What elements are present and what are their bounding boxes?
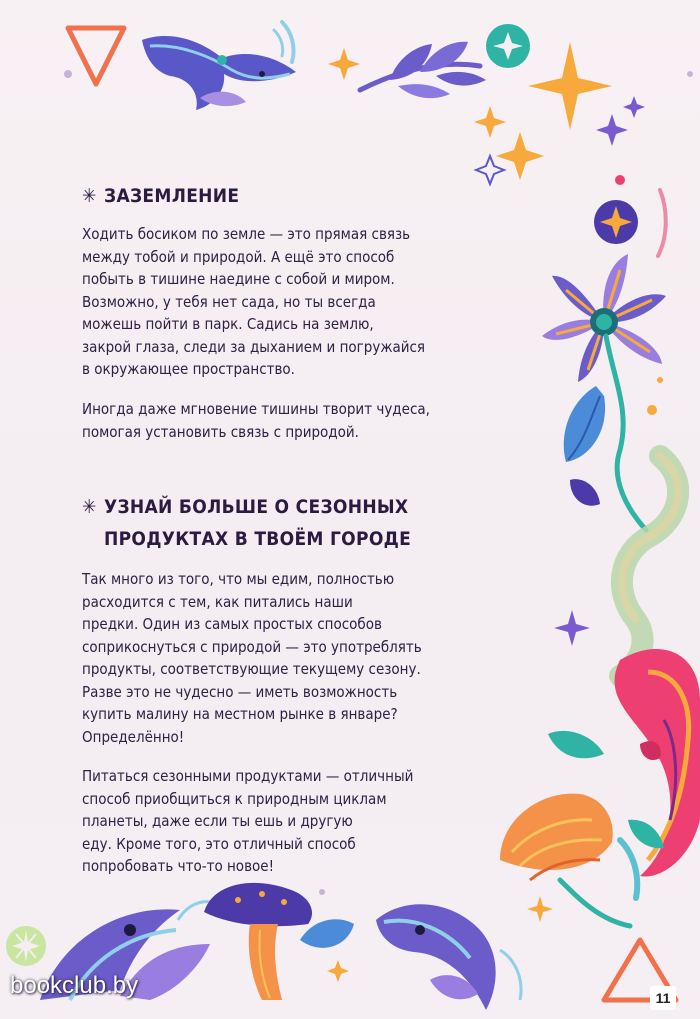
small-star-icon xyxy=(554,610,590,646)
small-star-icon xyxy=(328,48,360,80)
green-ribbon xyxy=(620,456,678,676)
mushroom-illustration xyxy=(204,883,312,1000)
wave-leaf-cluster-bottom-right xyxy=(376,904,521,1010)
triangle-outline-top-left-icon xyxy=(68,28,124,84)
orange-dot xyxy=(657,377,663,383)
star-burst-icon xyxy=(6,926,46,966)
watermark-text: bookclub.by xyxy=(10,972,139,999)
paragraph: Питаться сезонными продуктами — отличный способ приобщиться к природным циклам планеты, даже если ты ешь и другую еду. Кроме того, это отличный способ попробовать что-то новое! xyxy=(82,767,414,875)
flower-illustration xyxy=(542,254,666,382)
paragraph: Так много из того, что мы едим, полностью расходится с тем, как питались наши предки. Один из самых простых способов соприкоснуться с природой — это употреблять продукты, соответствующие текущему сезону. Разве это не чудесно — иметь возможность купить малину на местном рынке в январе? Определённо! xyxy=(82,570,422,746)
asterisk-star-icon: ✳ xyxy=(82,496,97,518)
section-title: УЗНАЙ БОЛЬШЕ О СЕЗОННЫХ ПРОДУКТАХ В ТВОЁМ ГОРОДЕ xyxy=(104,496,412,550)
paragraph: Ходить босиком по земле — это прямая связь между тобой и природой. А ещё это способ побыть в тишине наедине с собой и миром. Возможно, у тебя нет сада, но ты всегда можешь пойти в парк. Садись на землю, закрой глаза, следи за дыханием и погружайся в окружающее пространство. xyxy=(82,225,426,378)
dot-decoration xyxy=(64,70,72,78)
section-heading-seasonal-products xyxy=(82,491,411,555)
small-star-icon xyxy=(596,114,628,146)
page-number: 11 xyxy=(650,986,676,1010)
small-star-icon xyxy=(474,106,506,138)
dot-decoration xyxy=(319,889,325,895)
orange-star-icon xyxy=(528,42,612,130)
teal-leaf xyxy=(548,731,604,758)
pink-dot xyxy=(615,175,625,185)
orange-dot xyxy=(647,405,657,415)
small-star-outline-icon xyxy=(476,156,504,184)
small-star-icon xyxy=(623,96,645,118)
paragraph: Иногда даже мгновение тишины творит чудеса, помогая установить связь с природой. xyxy=(82,400,430,441)
purple-leaf-branch-top xyxy=(360,42,486,98)
orange-fan-flower xyxy=(500,794,630,926)
dot-decoration xyxy=(687,71,693,77)
section-title: ЗАЗЕМЛЕНИЕ xyxy=(104,185,240,207)
small-star-icon xyxy=(496,132,544,180)
section-heading-grounding xyxy=(82,180,239,212)
asterisk-star-icon: ✳ xyxy=(82,185,97,207)
purple-leaf xyxy=(570,479,600,506)
small-star-icon xyxy=(327,960,349,982)
small-star-icon xyxy=(527,896,553,922)
flower-stem xyxy=(606,336,646,530)
fern-leaf-cluster-top xyxy=(142,22,296,110)
